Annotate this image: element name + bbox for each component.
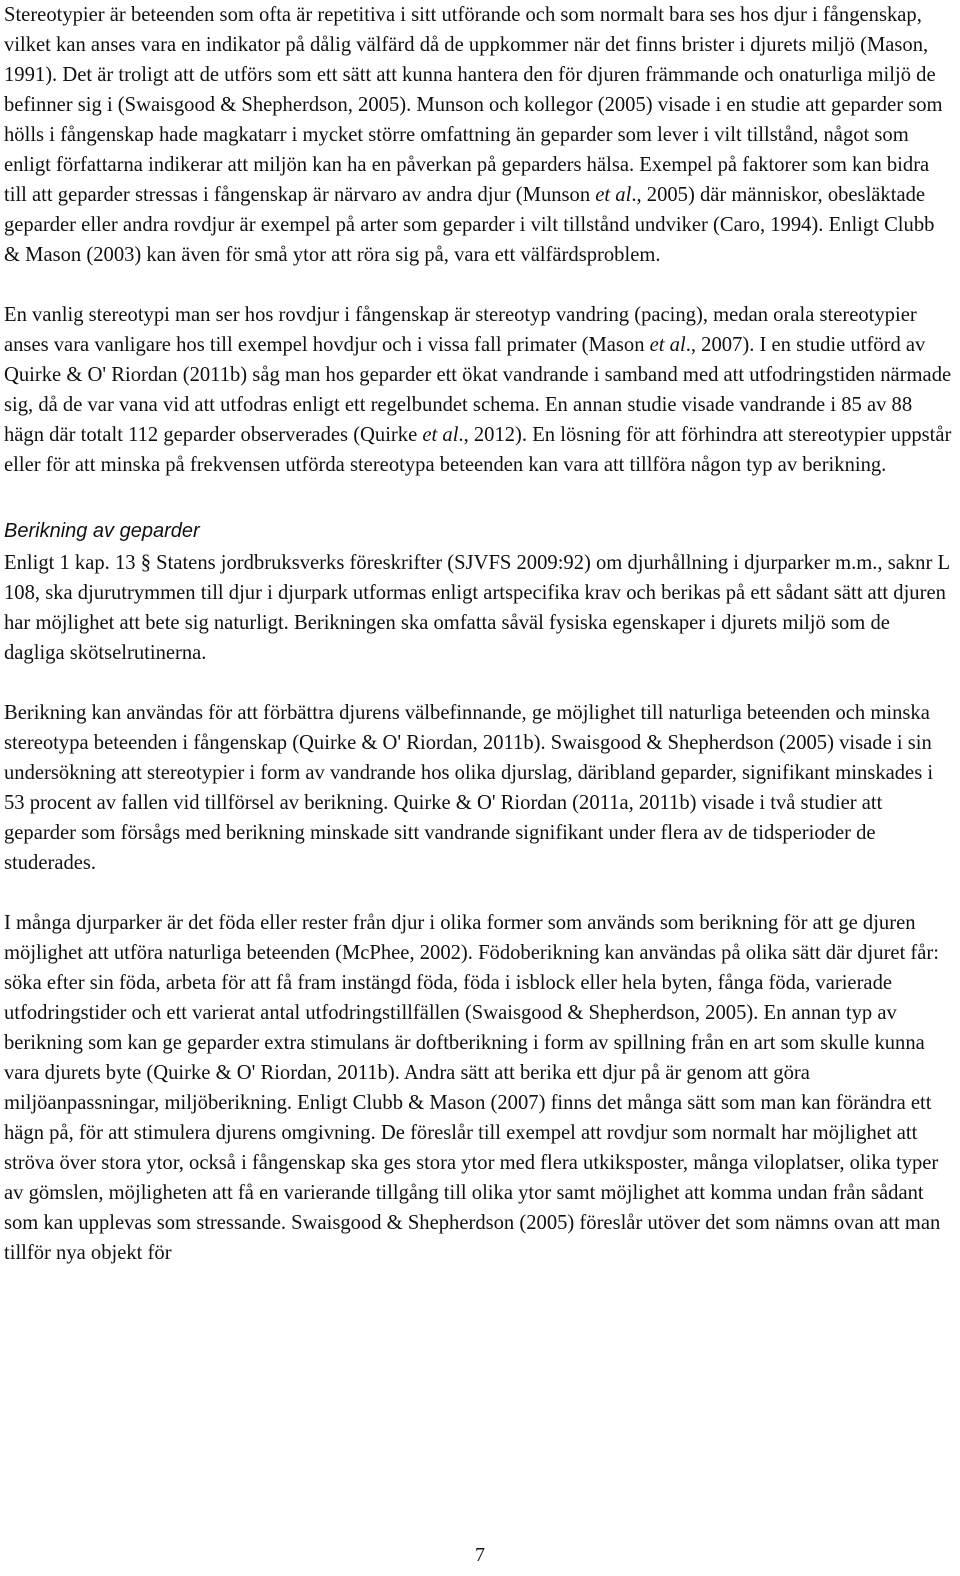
- text-segment: ., 2005) där människor, obesläktade geparder eller andra rovdjur är exempel på arter som geparder i vilt tillstånd undviker (Caro, 1994). Enligt Clubb & Mason (2003) kan även för små ytor att röra sig på, vara ett välfärdsproblem.: [4, 184, 935, 266]
- page-number: 7: [475, 1544, 485, 1566]
- italic-citation: et al: [649, 334, 686, 356]
- text-segment: Stereotypier är beteenden som ofta är repetitiva i sitt utförande och som normalt bara ses hos djur i fångenskap, vilket kan anses vara en indikator på dålig välfärd då de uppkommer när det finns brister i djurets miljö (Mason, 1991). Det är troligt att de utförs som ett sätt att kunna hantera den för djuren främmande och onaturliga miljö de befinner sig i (Swaisgood & Shepherdson, 2005). Munson och kollegor (2005) visade i en studie att geparder som hölls i fångenskap hade magkatarr i mycket större omfattning än geparder som lever i vilt tillstånd, något som enligt författarna indikerar att miljön kan ha en påverkan på geparders hälsa. Exempel på faktorer som kan bidra till att geparder stressas i fångenskap är närvaro av andra djur (Munson: [4, 4, 943, 206]
- italic-citation: et al: [595, 184, 632, 206]
- text-segment: En vanlig stereotypi man ser hos rovdjur i fångenskap är stereotyp vandring (pacing), medan orala stereotypier anses vara vanligare hos till exempel hovdjur och i vissa fall primater (Mason: [4, 304, 917, 356]
- paragraph-regulation: Enligt 1 kap. 13 § Statens jordbruksverks föreskrifter (SJVFS 2009:92) om djurhållning i djurparker m.m., saknr L 108, ska djurutrymmen till djur i djurpark utformas enligt artspecifika krav och berikas på ett sådant sätt att djuren har möjlighet att bete sig naturligt. Berikningen ska omfatta såväl fysiska egenskaper i djurets miljö som de dagliga skötselrutinerna.: [4, 552, 950, 664]
- text-segment: ., 2007). I en studie utförd av Quirke & O' Riordan (2011b) såg man hos geparder ett ökat vandrande i samband med att utfodringstiden närmade sig, då de var vana vid att utfodras enligt ett regelbundet schema. En annan studie visade vandrande i 85 av 88 hägn där totalt 112 geparder observerades (Quirke: [4, 334, 952, 446]
- paragraph-food-enrichment: I många djurparker är det föda eller rester från djur i olika former som används som berikning för att ge djuren möjlighet att utföra naturliga beteenden (McPhee, 2002). Födoberikning kan användas på olika sätt där djuret får: söka efter sin föda, arbeta för att få fram instängd föda, föda i isblock eller hela byten, fånga föda, varierade utfodringstider och ett varierat antal utfodringstillfällen (Swaisgood & Shepherdson, 2005). En annan typ av berikning som kan ge geparder extra stimulans är doftberikning i form av spillning från en art som skulle kunna vara djurets byte (Quirke & O' Riordan, 2011b). Andra sätt att berika ett djur på är genom att göra miljöanpassningar, miljöberikning. Enligt Clubb & Mason (2007) finns det många sätt som man kan förändra ett hägn på, för att stimulera djurens omgivning. De föreslår till exempel att rovdjur som normalt har möjlighet att ströva över stora ytor, också i fångenskap ska ges stora ytor med flera utkiksposter, många viloplatser, olika typer av gömslen, möjligheten att få en varierande tillgång till olika ytor samt möjlighet att komma undan från sådant som kan upplevas som stressande. Swaisgood & Shepherdson (2005) föreslår utöver det som nämns ovan att man tillför nya objekt för: [4, 912, 941, 1264]
- paragraph-enrichment-effects: Berikning kan användas för att förbättra djurens välbefinnande, ge möjlighet till naturliga beteenden och minska stereotypa beteenden i fångenskap (Quirke & O' Riordan, 2011b). Swaisgood & Shepherdson (2005) visade i sin undersökning att stereotypier i form av vandrande hos olika djurslag, däribland geparder, signifikant minskades i 53 procent av fallen vid tillförsel av berikning. Quirke & O' Riordan (2011a, 2011b) visade i två studier att geparder som försågs med berikning minskade sitt vandrande signifikant under flera av de tidsperioder de studerades.: [4, 702, 934, 874]
- text-segment: ., 2012). En lösning för att förhindra att stereotypier uppstår eller för att minska på frekvensen utförda stereotypa beteenden kan vara att tillföra någon typ av berikning.: [4, 424, 952, 476]
- italic-citation: et al: [422, 424, 459, 446]
- paragraph-stereotypies: [4, 0, 954, 270]
- paragraph-pacing: [4, 300, 954, 480]
- section-heading: Berikning av geparder: [4, 520, 200, 542]
- document-page: [4, 0, 954, 1268]
